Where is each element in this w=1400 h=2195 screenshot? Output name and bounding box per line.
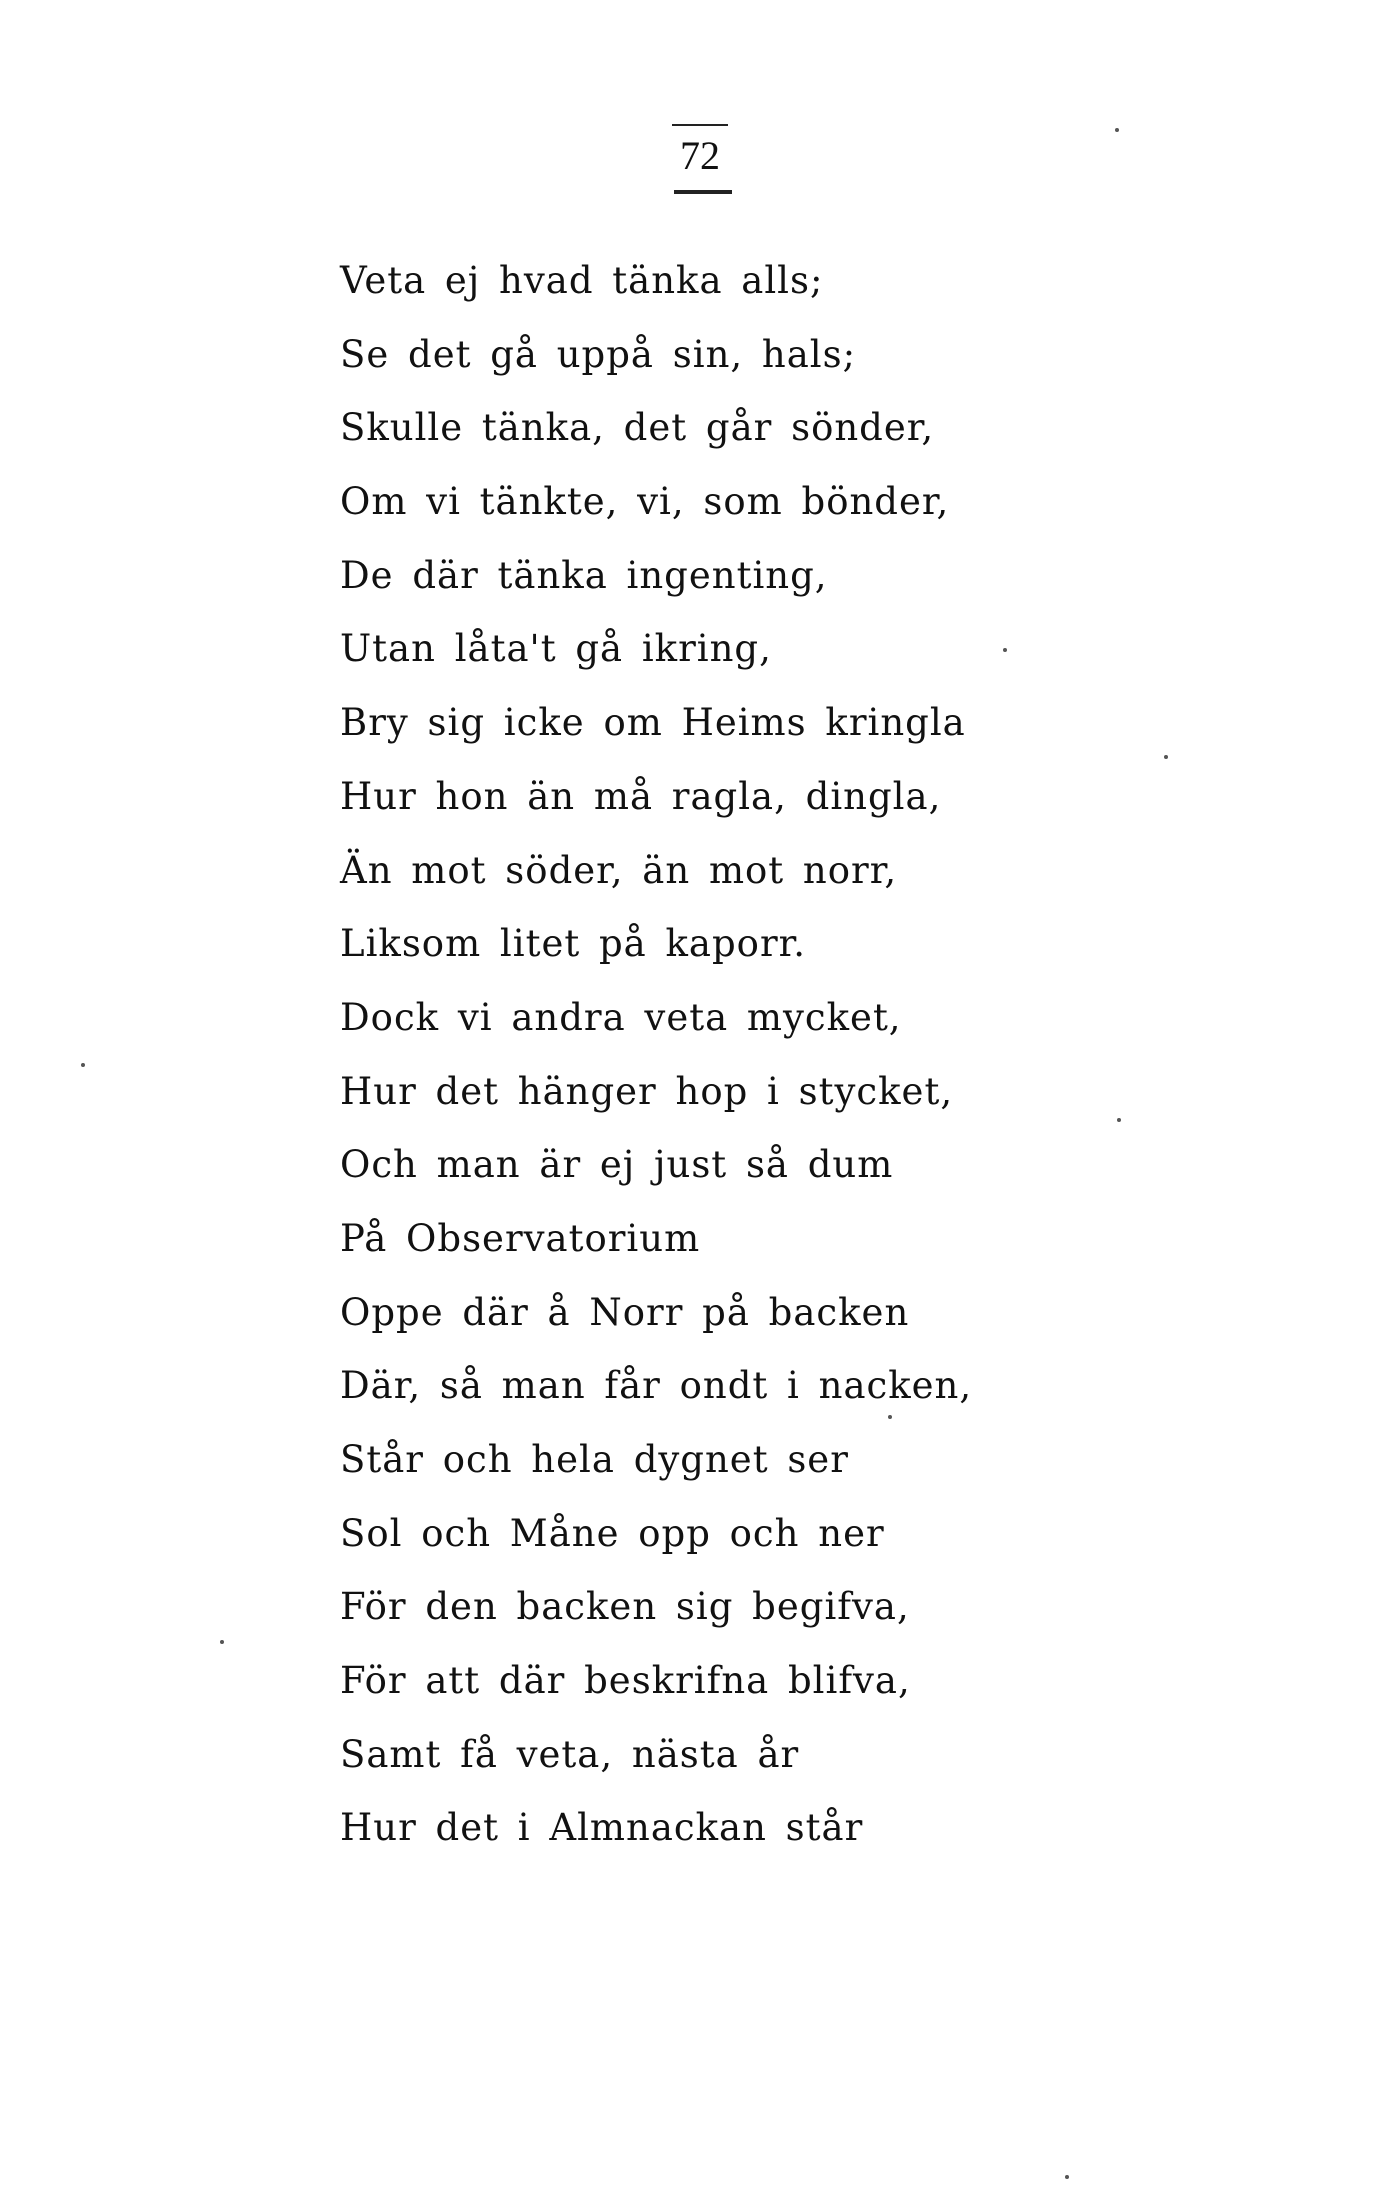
poem-line: För att där beskrifna blifva, [340, 1659, 911, 1703]
poem-line: Och man är ej just så dum [340, 1143, 894, 1187]
poem-line: Utan låta't gå ikring, [340, 627, 772, 671]
poem-line: Om vi tänkte, vi, som bönder, [340, 480, 950, 524]
print-speck [1117, 1118, 1121, 1122]
poem-line: Se det gå uppå sin, hals; [340, 332, 857, 376]
poem-line: Veta ej hvad tänka alls; [340, 259, 824, 302]
print-speck [888, 1415, 892, 1419]
print-speck [220, 1640, 224, 1644]
poem-line: Skulle tänka, det går sönder, [340, 406, 935, 450]
print-speck [1115, 128, 1119, 132]
poem-line: Liksom litet på kaporr. [340, 922, 807, 966]
poem-line: Där, så man får ondt i nacken, [340, 1364, 973, 1408]
print-speck [1065, 2175, 1069, 2179]
page-number: 72 [680, 133, 720, 178]
poem-line: Hur hon än må ragla, dingla, [340, 774, 942, 818]
print-speck [1003, 648, 1007, 652]
poem-line: För den backen sig begifva, [340, 1585, 910, 1629]
print-speck [1164, 755, 1168, 759]
poem-line: Bry sig icke om Heims kringla [340, 701, 966, 745]
poem [340, 253, 972, 1874]
poem-line: På Observatorium [340, 1216, 701, 1260]
poem-line: Än mot söder, än mot norr, [340, 848, 898, 892]
poem-line: De där tänka ingenting, [340, 553, 828, 597]
poem-line: Hur det i Almnackan står [340, 1806, 864, 1850]
poem-line: Sol och Måne opp och ner [340, 1511, 885, 1555]
page-number-rule [674, 190, 732, 194]
poem-line: Samt få veta, nästa år [340, 1732, 800, 1776]
poem-line: Står och hela dygnet ser [340, 1438, 849, 1481]
page-number-rule-top [672, 124, 728, 126]
poem-line: Dock vi andra veta mycket, [340, 995, 902, 1039]
print-speck [81, 1063, 85, 1067]
poem-line: Hur det hänger hop i stycket, [340, 1069, 954, 1113]
poem-line: Oppe där å Norr på backen [340, 1290, 910, 1334]
